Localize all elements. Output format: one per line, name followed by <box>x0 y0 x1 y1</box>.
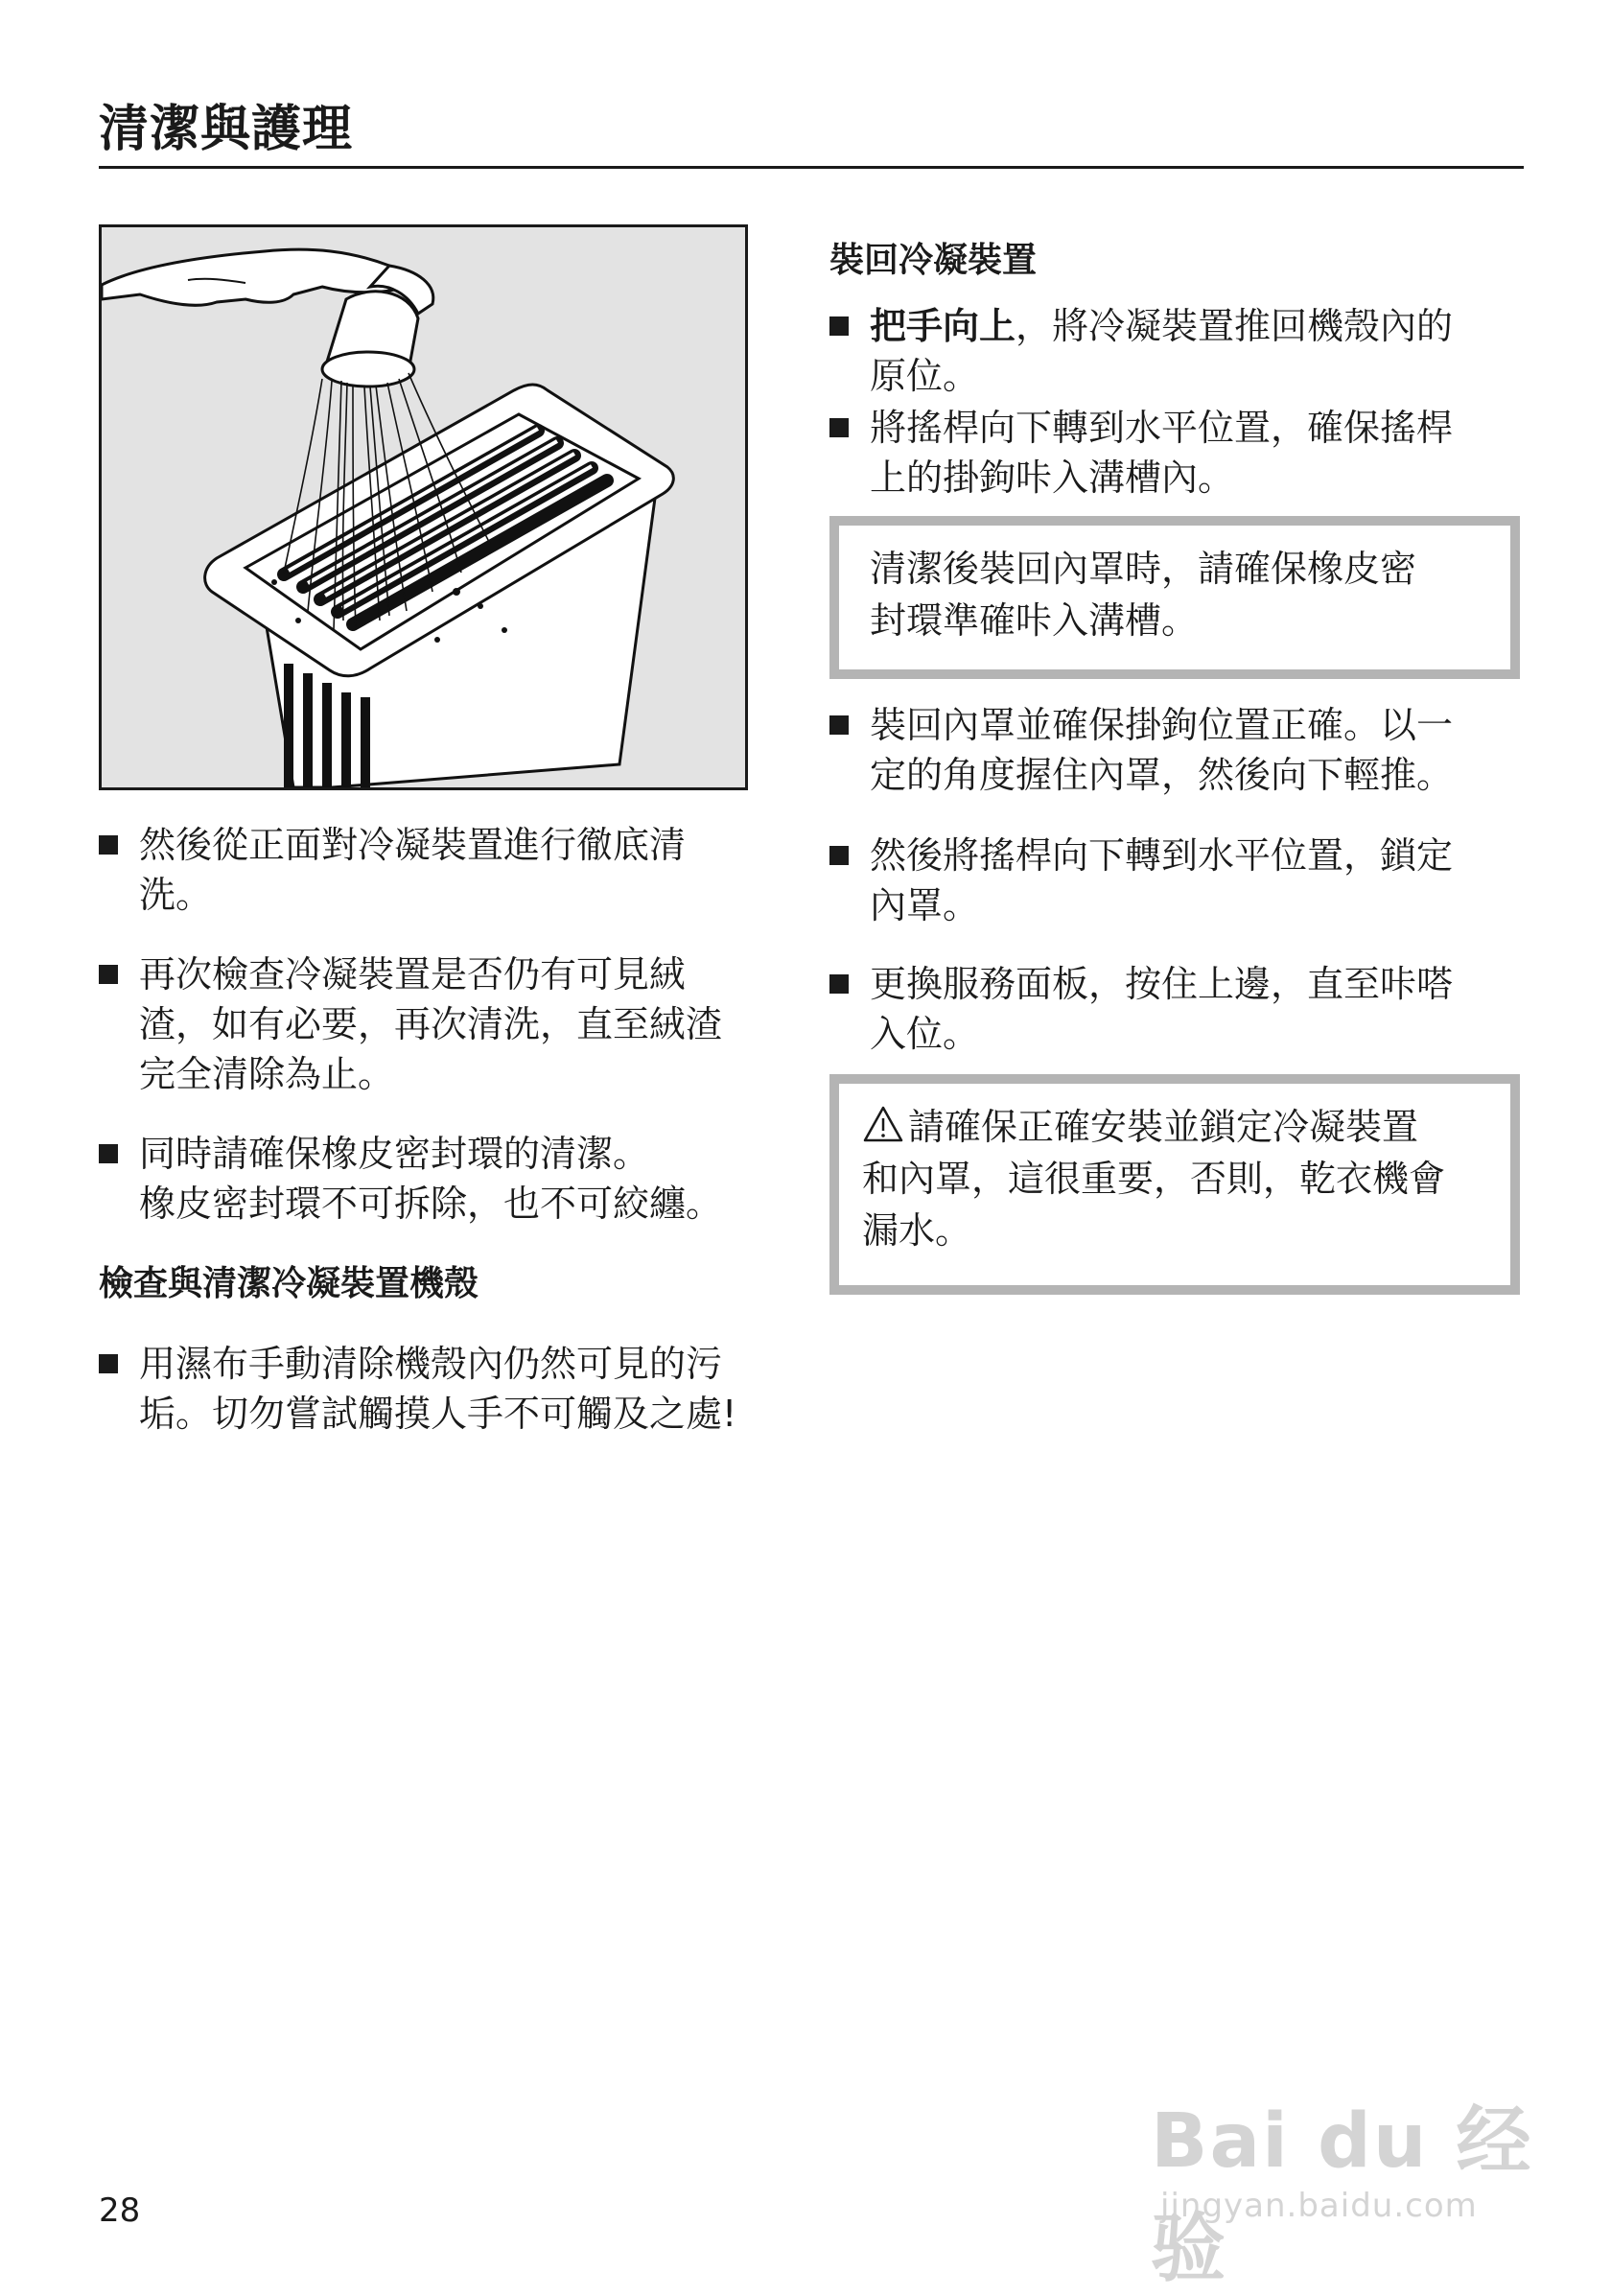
illustration-drawing <box>102 227 745 787</box>
bullet-square-icon <box>829 974 849 994</box>
bullet-square-icon <box>99 1144 118 1163</box>
bullet-square-icon <box>99 835 118 855</box>
bullet-square-icon <box>829 316 849 336</box>
list-item: 然後將搖桿向下轉到水平位置，鎖定 內罩。 <box>829 831 1560 930</box>
section-heading: 裝回冷凝裝置 <box>829 241 1038 280</box>
list-item: 把手向上，將冷凝裝置推回機殼內的 原位。 <box>829 301 1560 401</box>
note-box: 清潔後裝回內罩時，請確保橡皮密 封環準確咔入溝槽。 <box>829 516 1520 679</box>
watermark-logo-text: Bai du 经验 <box>1151 2098 1533 2292</box>
list-item: 然後從正面對冷凝裝置進行徹底清 洗。 <box>99 820 829 920</box>
list-item: 用濕布手動清除機殼內仍然可見的污 垢。切勿嘗試觸摸人手不可觸及之處! <box>99 1339 829 1439</box>
page-number: 28 <box>99 2191 141 2230</box>
list-item: 再次檢查冷凝裝置是否仍有可見絨 渣，如有必要，再次清洗，直至絨渣 完全清除為止。 <box>99 949 829 1099</box>
warning-box: 請確保正確安裝並鎖定冷凝裝置 和內罩，這很重要，否則，乾衣機會 漏水。 <box>829 1074 1520 1295</box>
list-item: 更換服務面板，按住上邊，直至咔嗒 入位。 <box>829 959 1560 1059</box>
watermark <box>1151 2052 1534 2292</box>
section-heading: 檢查與清潔冷凝裝置機殼 <box>99 1264 479 1303</box>
bullet-square-icon <box>829 715 849 735</box>
bullet-square-icon <box>829 846 849 865</box>
bullet-square-icon <box>829 418 849 437</box>
list-item: 將搖桿向下轉到水平位置，確保搖桿 上的掛鉤咔入溝槽內。 <box>829 403 1560 503</box>
list-item: 同時請確保橡皮密封環的清潔。 橡皮密封環不可拆除，也不可絞纏。 <box>99 1129 829 1229</box>
warning-triangle-icon <box>862 1105 904 1143</box>
watermark-url: jingyan.baidu.com <box>1160 2187 1478 2225</box>
bullet-square-icon <box>99 965 118 984</box>
bullet-square-icon <box>99 1354 118 1373</box>
title-divider <box>99 166 1524 169</box>
page-title: 清潔與護理 <box>99 101 354 158</box>
condenser-rinse-illustration <box>99 224 748 790</box>
list-item: 裝回內罩並確保掛鉤位置正確。以一 定的角度握住內罩，然後向下輕推。 <box>829 700 1560 800</box>
